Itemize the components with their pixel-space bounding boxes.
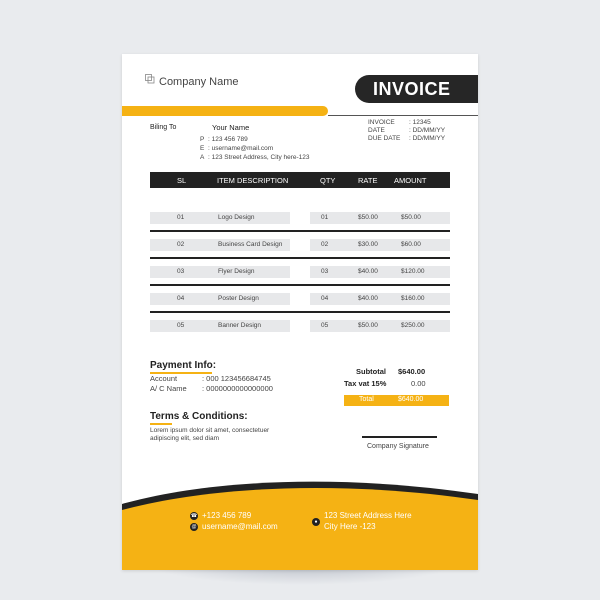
row-description: Flyer Design — [218, 268, 255, 275]
billing-email-key: E — [200, 145, 205, 152]
row-amount: $50.00 — [401, 214, 421, 221]
table-row — [150, 289, 450, 316]
signature-label: Company Signature — [367, 443, 429, 450]
header-qty: QTY — [320, 176, 336, 185]
account-name-label: A/ C Name — [150, 384, 187, 393]
phone-icon: ☎ — [190, 513, 198, 519]
table-header — [150, 172, 450, 188]
header-accent-bar — [122, 106, 328, 116]
row-divider — [150, 284, 450, 286]
meta-due-date-label: DUE DATE — [368, 135, 401, 142]
row-sl: 04 — [177, 295, 185, 302]
row-right-cell — [310, 293, 450, 305]
billing-email — [200, 145, 274, 152]
table-row — [150, 316, 450, 343]
header-amount: AMOUNT — [394, 176, 427, 185]
subtotal-label: Subtotal — [356, 367, 386, 376]
row-amount: $120.00 — [401, 268, 425, 275]
row-amount: $60.00 — [401, 241, 421, 248]
billing-phone-value: : 123 456 789 — [208, 136, 248, 143]
row-left-cell — [150, 293, 290, 305]
footer-address-line2: City Here -123 — [324, 522, 376, 531]
billing-label: Biling To — [150, 124, 177, 131]
invoice-page — [122, 54, 478, 570]
company-logo-icon — [145, 74, 155, 84]
company-name: Company Name — [159, 76, 239, 88]
footer-wave — [122, 474, 478, 570]
row-qty: 01 — [321, 214, 329, 221]
row-right-cell — [310, 266, 450, 278]
billing-name: Your Name — [212, 123, 250, 132]
row-rate: $30.00 — [358, 241, 378, 248]
table-row — [150, 235, 450, 262]
row-sl: 05 — [177, 322, 185, 329]
meta-invoice-value: : 12345 — [409, 119, 431, 126]
row-sl: 01 — [177, 214, 185, 221]
total-label: Total — [359, 396, 374, 403]
billing-phone — [200, 136, 248, 143]
row-left-cell — [150, 266, 290, 278]
email-icon: @ — [191, 524, 197, 530]
row-description: Poster Design — [218, 295, 259, 302]
signature-line — [362, 436, 437, 438]
invoice-title: INVOICE — [373, 79, 451, 99]
row-divider — [150, 230, 450, 232]
row-amount: $160.00 — [401, 295, 425, 302]
row-right-cell — [310, 320, 450, 332]
location-icon: ● — [312, 518, 320, 526]
row-right-cell — [310, 212, 450, 224]
header-sl: SL — [177, 176, 187, 185]
billing-email-value: : username@mail.com — [208, 145, 274, 152]
subtotal-value: $640.00 — [398, 367, 426, 376]
row-divider — [150, 257, 450, 259]
billing-address-key: A — [200, 154, 205, 161]
row-description: Banner Design — [218, 322, 261, 329]
terms-text: Lorem ipsum dolor sit amet, consectetuer adipiscing elit, sed diam — [150, 427, 270, 442]
terms-title-underline — [150, 423, 172, 425]
row-rate: $50.00 — [358, 322, 378, 329]
terms-title: Terms & Conditions: — [150, 411, 248, 422]
row-rate: $50.00 — [358, 214, 378, 221]
billing-address-value: : 123 Street Address, City here-123 — [208, 154, 310, 161]
billing-address — [200, 154, 310, 161]
row-description: Logo Design — [218, 214, 255, 221]
row-rate: $40.00 — [358, 268, 378, 275]
total-value: $640.00 — [398, 396, 424, 403]
row-right-cell — [310, 239, 450, 251]
row-qty: 04 — [321, 295, 329, 302]
invoice-title-badge — [355, 75, 478, 103]
account-name-value: : 0000000000000000 — [202, 384, 273, 393]
row-left-cell — [150, 239, 290, 251]
row-sl: 02 — [177, 241, 185, 248]
header-divider — [328, 115, 478, 116]
tax-value: 0.00 — [411, 379, 426, 388]
total-bar — [344, 395, 449, 406]
row-amount: $250.00 — [401, 322, 425, 329]
row-left-cell — [150, 320, 290, 332]
footer-address-line1: 123 Street Address Here — [324, 511, 412, 520]
row-divider — [150, 311, 450, 313]
header-rate: RATE — [358, 176, 378, 185]
row-rate: $40.00 — [358, 295, 378, 302]
account-value: : 000 123456684745 — [202, 374, 271, 383]
payment-info-title: Payment Info: — [150, 360, 217, 371]
meta-invoice-label: INVOICE — [368, 119, 395, 126]
billing-phone-key: P — [200, 136, 205, 143]
footer-phone: +123 456 789 — [202, 511, 252, 520]
row-qty: 05 — [321, 322, 329, 329]
row-sl: 03 — [177, 268, 185, 275]
meta-date-value: : DD/MM/YY — [409, 127, 446, 134]
row-description: Business Card Design — [218, 241, 283, 248]
tax-label: Tax vat 15% — [344, 379, 387, 388]
footer-email: username@mail.com — [202, 522, 278, 531]
row-qty: 03 — [321, 268, 329, 275]
meta-date-label: DATE — [368, 127, 385, 134]
meta-due-date-value: : DD/MM/YY — [409, 135, 446, 142]
table-row — [150, 208, 450, 235]
account-label: Account — [150, 374, 178, 383]
row-left-cell — [150, 212, 290, 224]
row-qty: 02 — [321, 241, 329, 248]
header-description: ITEM DESCRIPTION — [217, 176, 289, 185]
table-row — [150, 262, 450, 289]
